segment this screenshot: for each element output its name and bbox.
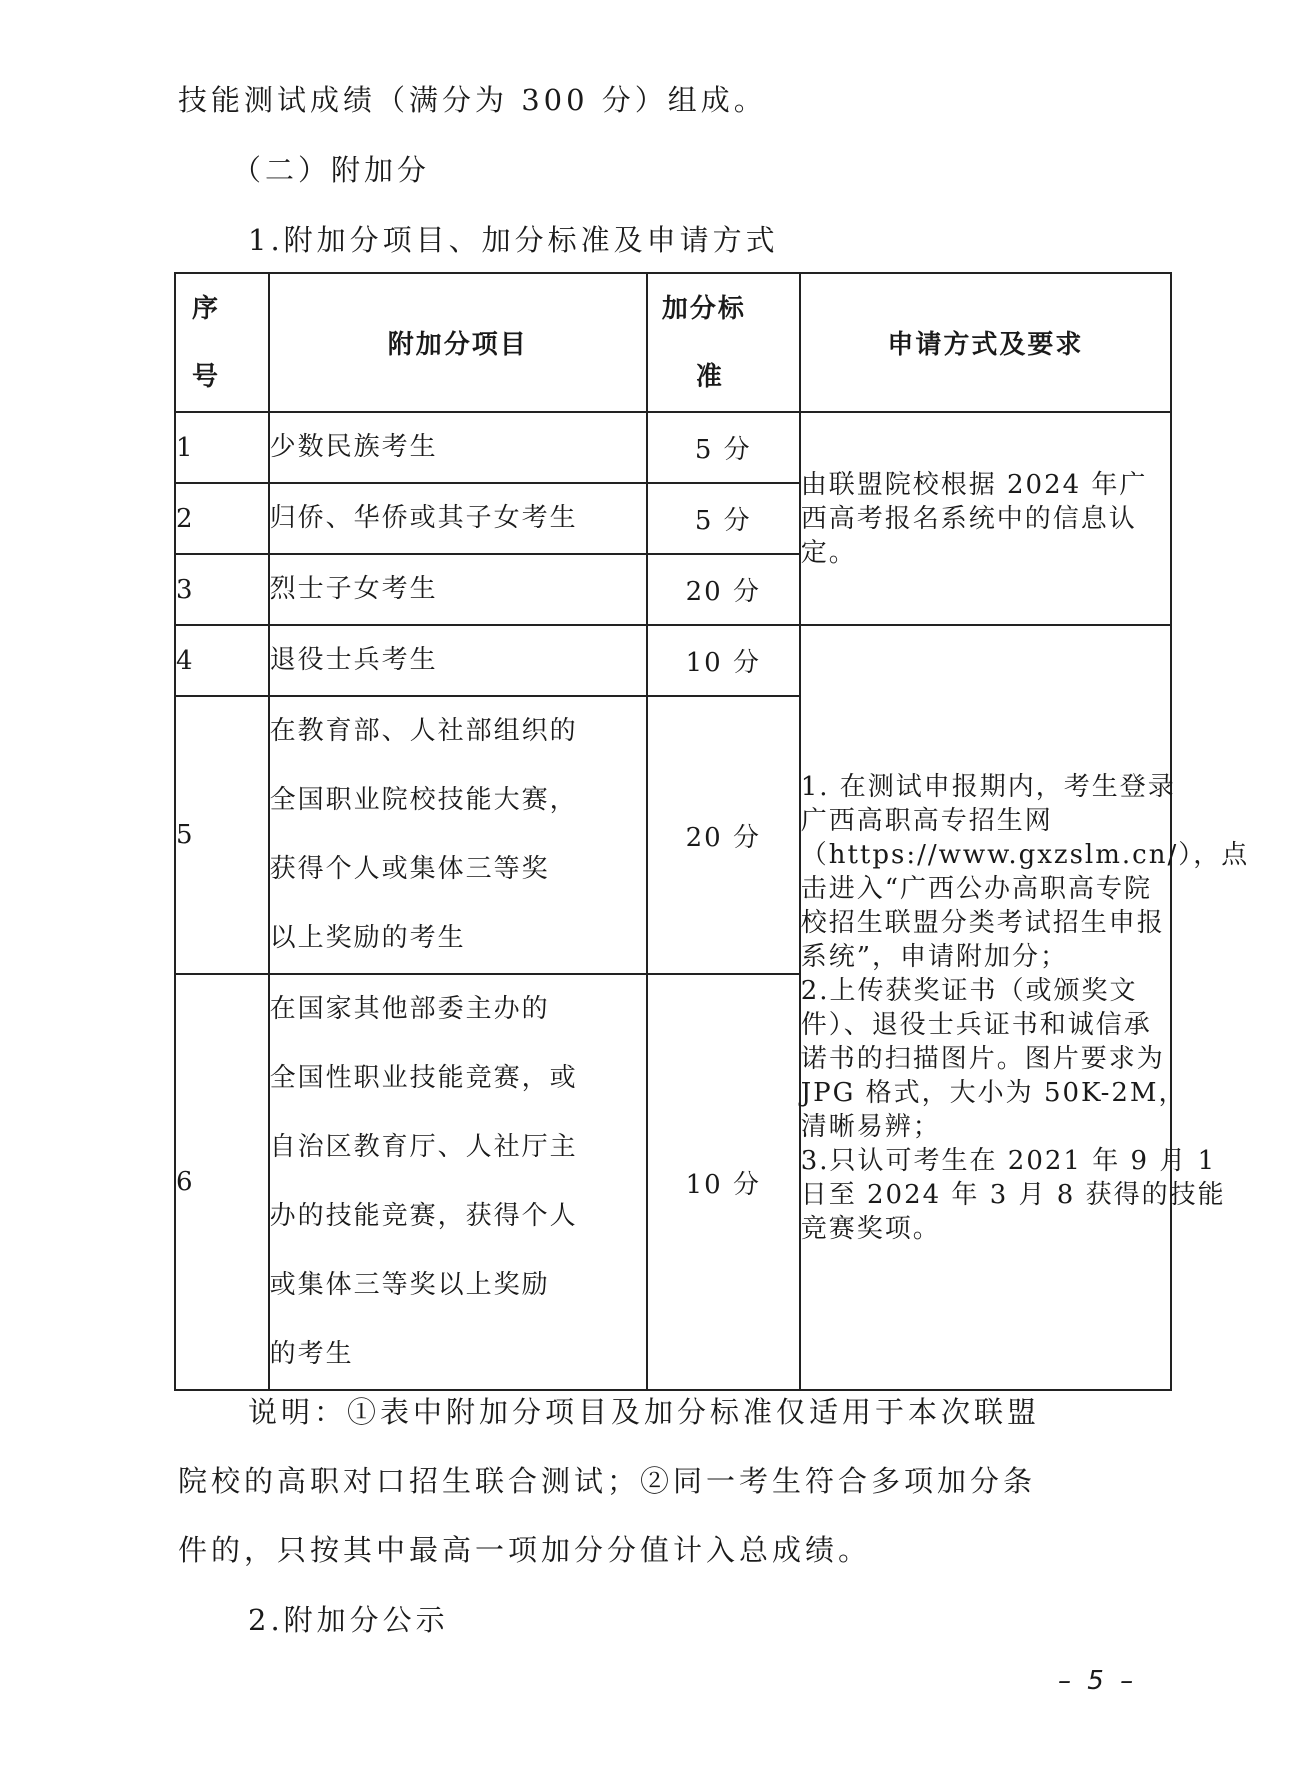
row-score: 10 分	[647, 625, 800, 696]
req2-line: 2.上传获奖证书（或颁奖文	[800, 975, 1138, 1006]
table-row	[175, 625, 1171, 696]
intro-line: 技能测试成绩（满分为 300 分）组成。	[178, 83, 767, 117]
header-score-line2: 准	[695, 361, 724, 392]
requirement-group-2	[800, 625, 1250, 1390]
row-item	[269, 974, 647, 1390]
row-item: 归侨、华侨或其子女考生	[269, 483, 647, 554]
row-score: 10 分	[647, 974, 800, 1390]
row-item-line: 的考生	[269, 1339, 354, 1369]
row-no: 2	[175, 483, 269, 554]
row-no: 3	[175, 554, 269, 625]
req2-line: 系统”，申请附加分；	[800, 941, 1069, 972]
req2-line: 广西高职高专招生网	[800, 805, 1053, 836]
table-row	[175, 412, 1171, 483]
header-score	[647, 273, 800, 412]
table-header-row	[175, 273, 1171, 412]
subsection-heading-1: 1.附加分项目、加分标准及申请方式	[248, 223, 779, 257]
note-line-1: 说明：①表中附加分项目及加分标准仅适用于本次联盟	[248, 1395, 1041, 1429]
row-item-line: 全国性职业技能竞赛，或	[269, 1063, 578, 1093]
header-item: 附加分项目	[269, 273, 647, 412]
req2-line: 日至 2024 年 3 月 8 获得的技能	[800, 1179, 1226, 1210]
req1-line: 定。	[800, 537, 857, 568]
req2-line: 1. 在测试申报期内，考生登录	[800, 771, 1176, 802]
row-item-line: 自治区教育厅、人社厅主	[269, 1132, 578, 1162]
row-item-line: 在国家其他部委主办的	[269, 994, 550, 1024]
header-no	[175, 273, 269, 412]
req2-line: （https://www.gxzslm.cn/），点	[800, 839, 1250, 870]
row-item-line: 在教育部、人社部组织的	[269, 716, 578, 746]
row-no: 4	[175, 625, 269, 696]
row-no: 5	[175, 696, 269, 974]
page-number: – 5 –	[1058, 1666, 1138, 1696]
requirement-group-1	[800, 412, 1171, 625]
req2-line: 校招生联盟分类考试招生申报	[800, 907, 1165, 938]
row-score: 5 分	[647, 483, 800, 554]
row-score: 20 分	[647, 696, 800, 974]
req2-line: 3.只认可考生在 2021 年 9 月 1	[800, 1145, 1217, 1176]
header-requirement: 申请方式及要求	[800, 273, 1171, 412]
header-no-line1: 序	[192, 293, 221, 324]
header-score-line1: 加分标	[661, 293, 746, 324]
req1-line: 由联盟院校根据 2024 年广	[800, 469, 1148, 500]
req2-line: JPG 格式，大小为 50K-2M，	[800, 1077, 1187, 1108]
subsection-heading-2: 2.附加分公示	[248, 1603, 449, 1637]
bonus-points-table	[174, 272, 1250, 1391]
row-no: 1	[175, 412, 269, 483]
row-item-line: 全国职业院校技能大赛，	[269, 785, 578, 815]
row-item-line: 或集体三等奖以上奖励	[269, 1270, 550, 1300]
req2-line: 竞赛奖项。	[800, 1213, 941, 1244]
row-no: 6	[175, 974, 269, 1390]
note-line-2: 院校的高职对口招生联合测试；②同一考生符合多项加分条	[178, 1464, 1037, 1498]
row-score: 20 分	[647, 554, 800, 625]
row-score: 5 分	[647, 412, 800, 483]
row-item: 少数民族考生	[269, 412, 647, 483]
row-item: 退役士兵考生	[269, 625, 647, 696]
req2-line: 清晰易辨；	[800, 1111, 941, 1142]
row-item-line: 获得个人或集体三等奖	[269, 854, 550, 884]
row-item: 烈士子女考生	[269, 554, 647, 625]
req1-line: 西高考报名系统中的信息认	[800, 503, 1137, 534]
row-item	[269, 696, 647, 974]
section-heading: （二）附加分	[232, 153, 431, 187]
req2-line: 击进入“广西公办高职高专院	[800, 873, 1153, 904]
note-line-3: 件的，只按其中最高一项加分分值计入总成绩。	[178, 1533, 872, 1567]
req2-line: 件）、退役士兵证书和诚信承	[800, 1009, 1152, 1040]
row-item-line: 以上奖励的考生	[269, 923, 466, 953]
row-item-line: 办的技能竞赛，获得个人	[269, 1201, 578, 1231]
header-no-line2: 号	[192, 361, 221, 392]
req2-line: 诺书的扫描图片。图片要求为	[800, 1043, 1165, 1074]
